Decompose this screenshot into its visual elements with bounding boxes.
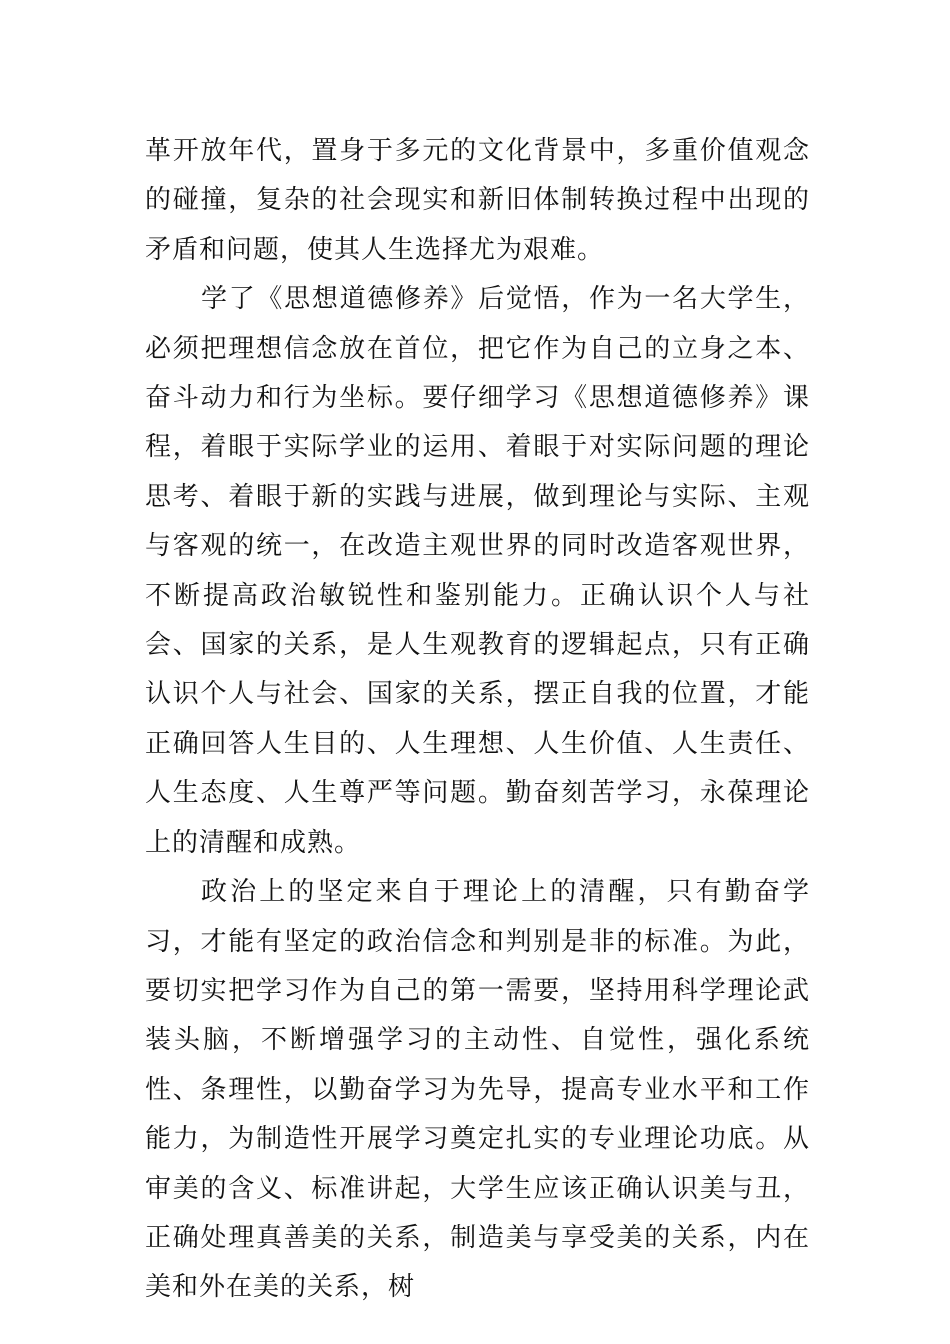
paragraph-2: 学了《思想道德修养》后觉悟，作为一名大学生，必须把理想信念放在首位，把它作为自己的立身之本、奋斗动力和行为坐标。要仔细学习《思想道德修养》课程，着眼于实际学业的运用、着眼于对实际问题的理论思考、着眼于新的实践与进展，做到理论与实际、主观与客观的统一，在改造主观世界的同时改造客观世界，不断提高政治敏锐性和鉴别能力。正确认识个人与社会、国家的关系，是人生观教育的逻辑起点，只有正确认识个人与社会、国家的关系，摆正自我的位置，才能正确回答人生目的、人生理想、人生价值、人生责任、人生态度、人生尊严等问题。勤奋刻苦学习，永葆理论上的清醒和成熟。 — [145, 284, 810, 858]
paragraph-1: 革开放年代，置身于多元的文化背景中，多重价值观念的碰撞，复杂的社会现实和新旧体制转换过程中出现的矛盾和问题，使其人生选择尤为艰难。 — [145, 136, 810, 265]
document-body — [145, 127, 810, 1313]
paragraph-3: 政治上的坚定来自于理论上的清醒，只有勤奋学习，才能有坚定的政治信念和判别是非的标准。为此，要切实把学习作为自己的第一需要，坚持用科学理论武装头脑，不断增强学习的主动性、自觉性，强化系统性、条理性，以勤奋学习为先导，提高专业水平和工作能力，为制造性开展学习奠定扎实的专业理论功底。从审美的含义、标准讲起，大学生应该正确认识美与丑，正确处理真善美的关系，制造美与享受美的关系，内在美和外在美的关系，树 — [145, 877, 810, 1303]
